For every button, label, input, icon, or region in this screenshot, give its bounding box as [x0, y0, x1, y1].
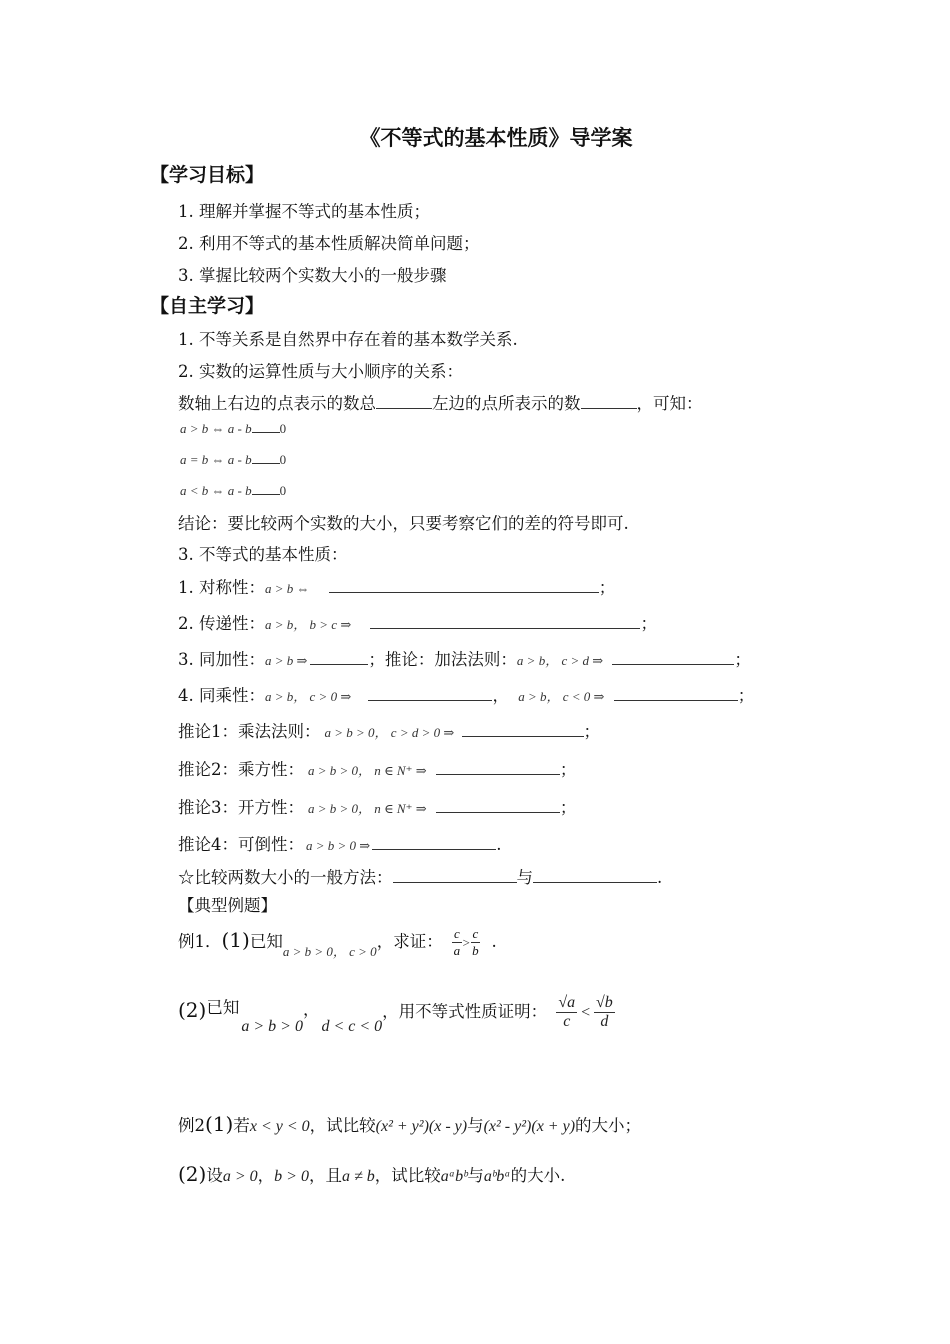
fill-blank[interactable]	[436, 758, 560, 775]
fill-blank[interactable]	[393, 866, 517, 883]
section-heading-examples: 【典型例题】	[178, 896, 277, 915]
math-expr: a > b > 0， n ∈ N⁺ ⇒	[308, 801, 427, 816]
math-expr: a ≠ b	[341, 1168, 375, 1185]
fill-blank[interactable]	[368, 684, 492, 701]
numerator: √b	[595, 994, 613, 1011]
math-zero: 0	[279, 421, 287, 436]
math-expr: a > b > 0， c > d > 0 ⇒	[324, 725, 455, 740]
label: 推论1：乘法法则：	[178, 722, 321, 741]
part-number: (1)	[221, 928, 250, 952]
fill-blank[interactable]	[370, 612, 640, 629]
math-expr: a > b ⇒	[265, 653, 308, 668]
numerator: c	[472, 926, 479, 941]
section-heading-self-study: 【自主学习】	[150, 295, 265, 317]
math-op: >	[461, 935, 471, 950]
math-expr: aᵇbᵃ	[483, 1168, 511, 1185]
part-number: (2)	[178, 1162, 207, 1186]
corollary-2	[178, 756, 576, 780]
corollary-4	[178, 831, 501, 855]
text: ；推论：加法法则：	[368, 650, 517, 669]
math-expr: a < b ⇔ a - b	[180, 483, 252, 498]
property-addition	[178, 646, 751, 670]
label: 推论3：开方性：	[178, 798, 304, 817]
fill-blank[interactable]	[533, 866, 657, 883]
number-line-sentence	[178, 390, 703, 414]
text: ，可知：	[636, 394, 703, 413]
punct: ；	[737, 686, 755, 705]
text: 与	[467, 1116, 484, 1135]
example-2-part-2	[178, 1162, 565, 1186]
label: 4. 同乘性：	[178, 686, 265, 705]
text: 的大小.	[510, 1166, 566, 1185]
fill-blank[interactable]	[612, 648, 734, 665]
conclusion: 结论：要比较两个实数的大小，只要考察它们的差的符号即可.	[178, 514, 629, 533]
property-transitive	[178, 610, 657, 634]
math-expr: a > b > 0， c > 0	[282, 944, 377, 959]
goal-item: 1. 理解并掌握不等式的基本性质；	[178, 202, 430, 221]
corollary-3	[178, 794, 576, 818]
math-expr: x < y < 0	[249, 1118, 310, 1135]
fill-blank[interactable]	[614, 684, 738, 701]
label: 1. 对称性：	[178, 578, 265, 597]
punct: ，	[302, 1000, 320, 1019]
punct: .	[657, 868, 663, 887]
punct: ，	[257, 1166, 275, 1185]
corollary-1	[178, 718, 600, 742]
punct: .	[496, 835, 502, 854]
label: 3. 同加性：	[178, 650, 265, 669]
part-number: (2)	[178, 998, 207, 1022]
paragraph: 3. 不等式的基本性质：	[178, 545, 348, 564]
text: ，且	[308, 1166, 342, 1185]
punct: ；	[598, 578, 616, 597]
math-expr: a = b ⇔ a - b	[180, 452, 252, 467]
text: ，试比较	[374, 1166, 441, 1185]
math-expr: aᵃbᵇ	[440, 1168, 468, 1185]
punct: ；	[734, 650, 751, 669]
section-heading-goals: 【学习目标】	[150, 164, 265, 186]
fill-blank[interactable]	[329, 576, 599, 593]
property-multiplication	[178, 682, 754, 706]
math-expr: a > b > 0 ⇒	[306, 838, 371, 853]
punct: .	[491, 932, 497, 951]
fill-blank[interactable]	[252, 451, 280, 464]
math-expr: a > b， c < 0 ⇒	[518, 689, 605, 704]
fill-blank[interactable]	[376, 392, 432, 409]
math-zero: 0	[279, 452, 287, 467]
general-method	[178, 864, 662, 888]
property-symmetry	[178, 574, 615, 598]
fraction	[556, 994, 577, 1031]
punct: ；	[640, 614, 657, 633]
label: 推论2：乘方性：	[178, 760, 304, 779]
relation-row	[180, 482, 286, 499]
relation-row	[180, 451, 286, 468]
fill-blank[interactable]	[252, 482, 280, 495]
math-expr: b > 0	[274, 1168, 309, 1185]
paragraph: 1. 不等关系是自然界中存在着的基本数学关系.	[178, 330, 518, 349]
math-expr: a > b > 0， n ∈ N⁺ ⇒	[308, 763, 427, 778]
punct: ；	[559, 760, 577, 779]
text: 设	[206, 1166, 223, 1185]
math-expr: a > b， c > d ⇒	[516, 653, 604, 668]
fill-blank[interactable]	[436, 796, 560, 813]
denominator: b	[472, 943, 479, 958]
punct: ，	[492, 686, 509, 705]
math-expr: a > b， b > c ⇒	[265, 617, 352, 632]
part-number: (1)	[205, 1112, 234, 1136]
math-expr: a > b ⇔ a - b	[180, 421, 252, 436]
fill-blank[interactable]	[581, 392, 637, 409]
math-expr: a > 0	[222, 1168, 258, 1185]
punct: ；	[559, 798, 577, 817]
text: 与	[516, 868, 533, 887]
text: ，求证：	[376, 932, 443, 951]
label: 例1．	[178, 932, 222, 951]
text: 与	[467, 1166, 484, 1185]
punct: ；	[583, 722, 601, 741]
label: 2. 传递性：	[178, 614, 265, 633]
text: 已知	[249, 932, 283, 951]
example-2-part-1	[178, 1112, 641, 1136]
fraction	[471, 926, 481, 959]
numerator: c	[453, 926, 460, 941]
label: 推论4：可倒性：	[178, 835, 304, 854]
goal-item: 3. 掌握比较两个实数大小的一般步骤	[178, 266, 447, 285]
text: 左边的点所表示的数	[432, 394, 581, 413]
text: ，用不等式性质证明：	[382, 1002, 548, 1021]
fraction	[594, 994, 615, 1031]
denominator: c	[563, 1013, 571, 1030]
fill-blank[interactable]	[252, 420, 280, 433]
goal-item: 2. 利用不等式的基本性质解决简单问题；	[178, 234, 480, 253]
text: 若	[233, 1116, 250, 1135]
math-expr: a > b， c > 0 ⇒	[265, 689, 352, 704]
text: ，试比较	[309, 1116, 376, 1135]
math-expr: a > b ⇔	[265, 581, 310, 596]
label: 例2	[178, 1116, 205, 1135]
fill-blank[interactable]	[372, 833, 496, 850]
math-zero: 0	[279, 483, 287, 498]
text: 数轴上右边的点表示的数总	[178, 394, 376, 413]
example-1-part-1	[178, 926, 497, 959]
numerator: √a	[558, 994, 576, 1011]
fill-blank[interactable]	[310, 648, 368, 665]
fill-blank[interactable]	[462, 720, 584, 737]
math-expr: (x² + y²)(x - y)	[375, 1118, 468, 1135]
example-1-part-2	[178, 994, 615, 1035]
text: ☆比较两数大小的一般方法：	[178, 868, 393, 887]
page-title: 《不等式的基本性质》导学案	[359, 126, 633, 150]
math-expr: (x² - y²)(x + y)	[483, 1118, 576, 1135]
fraction	[452, 926, 462, 959]
text: 已知	[206, 998, 240, 1017]
denominator: d	[600, 1013, 609, 1030]
relation-row	[180, 420, 286, 437]
math-op: <	[580, 1004, 591, 1021]
text: 的大小；	[575, 1116, 642, 1135]
math-expr: a > b > 0	[241, 1018, 303, 1035]
paragraph: 2. 实数的运算性质与大小顺序的关系：	[178, 362, 463, 381]
denominator: a	[453, 943, 461, 958]
math-expr: d < c < 0	[321, 1018, 383, 1035]
